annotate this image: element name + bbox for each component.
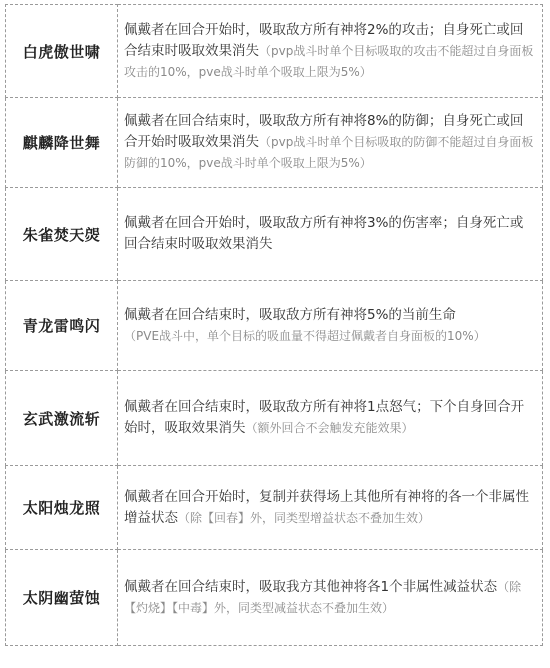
skill-effect: 佩戴者在回合开始时，吸取敌方所有神将2%的攻击；自身死亡或回合结束时吸取效果消失 <box>124 21 524 59</box>
table-row <box>6 188 543 281</box>
skill-name-cell: 太阴幽萤蚀 <box>6 550 118 646</box>
skill-effect: 佩戴者在回合结束时，吸取我方其他神将各1个非属性减益状态 <box>124 578 498 595</box>
skill-description-cell <box>118 98 543 188</box>
table-row <box>6 466 543 550</box>
skill-effect: 佩戴者在回合开始时，吸取敌方所有神将3%的伤害率；自身死亡或回合结束时吸取效果消失 <box>124 215 524 252</box>
skill-effect: 佩戴者在回合开始时，复制并获得场上其他所有神将的各一个非属性增益状态 <box>124 488 529 526</box>
skill-note: （额外回合不会触发充能效果） <box>245 421 414 435</box>
skill-effect: 佩戴者在回合结束时，吸取敌方所有神将1点怒气；下个自身回合开始时，吸取效果消失 <box>124 399 525 436</box>
skill-name-cell: 太阳烛龙照 <box>6 466 118 550</box>
table-row <box>6 98 543 188</box>
skill-name-cell: 青龙雷鸣闪 <box>6 281 118 371</box>
skill-description-cell <box>118 371 543 466</box>
skill-description-cell <box>118 466 543 550</box>
table-row <box>6 5 543 98</box>
skill-note: （除【回春】外，同类型增益状态不叠加生效） <box>178 510 431 525</box>
table-row <box>6 281 543 371</box>
skill-effect: 佩戴者在回合结束时，吸取敌方所有神将8%的防御；自身死亡或回合开始时吸取效果消失 <box>124 113 524 150</box>
skill-description-cell <box>118 550 543 646</box>
skill-effect: 佩戴者在回合结束时，吸取敌方所有神将5%的当前生命 <box>124 306 456 323</box>
skill-note: （PVE战斗中，单个目标的吸血量不得超过佩戴者自身面板的10%） <box>124 328 486 343</box>
skill-name-cell: 玄武激流斩 <box>6 371 118 466</box>
table-row <box>6 550 543 646</box>
skill-description-cell <box>118 5 543 98</box>
skill-note: （除【灼烧】【中毒】外，同类型减益状态不叠加生效） <box>124 579 522 615</box>
skill-name-cell: 朱雀焚天焈 <box>6 188 118 281</box>
skill-description-cell <box>118 188 543 281</box>
skill-description-cell <box>118 281 543 371</box>
skill-note: （pvp战斗时单个目标吸取的防御不能超过自身面板防御的10%，pve战斗时单个吸取上限为5%） <box>124 135 534 170</box>
table-row <box>6 371 543 466</box>
skill-name-cell: 麒麟降世舞 <box>6 98 118 188</box>
skill-table <box>5 4 543 646</box>
skill-note: （pvp战斗时单个目标吸取的攻击不能超过自身面板攻击的10%，pve战斗时单个吸取上限为5%） <box>124 43 534 79</box>
skill-name-cell: 白虎傲世啸 <box>6 5 118 98</box>
